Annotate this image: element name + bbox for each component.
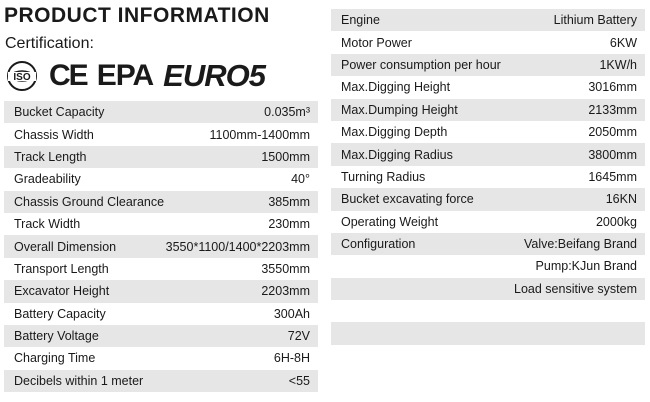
spec-label: Max.Digging Height — [341, 80, 451, 95]
table-row — [4, 370, 318, 392]
table-row — [4, 258, 318, 280]
spec-label: Battery Voltage — [14, 329, 99, 344]
spec-value: 1645mm — [588, 169, 637, 184]
spec-value: 2050mm — [588, 125, 637, 140]
table-row — [4, 347, 318, 369]
spec-label: Decibels within 1 meter — [14, 373, 144, 388]
table-row — [331, 99, 645, 121]
table-row — [331, 76, 645, 98]
table-row — [4, 235, 318, 257]
spec-label: Overall Dimension — [14, 239, 117, 254]
table-row — [331, 233, 645, 255]
spec-value: 6H-8H — [273, 351, 310, 366]
page-title: PRODUCT INFORMATION — [4, 4, 270, 27]
spec-value: 0.035m³ — [264, 105, 310, 120]
spec-label: Transport Length — [14, 261, 109, 276]
table-row — [4, 280, 318, 302]
spec-label: Bucket excavating force — [341, 192, 474, 207]
table-row — [331, 211, 645, 233]
spec-label: Motor Power — [341, 35, 412, 50]
table-row — [4, 325, 318, 347]
svg-text:ISO: ISO — [13, 72, 31, 83]
spec-value: 2000kg — [595, 214, 637, 229]
spec-label: Operating Weight — [341, 214, 439, 229]
table-row — [331, 54, 645, 76]
spec-value: 1KW/h — [599, 57, 637, 72]
spec-value: 3550mm — [261, 261, 310, 276]
table-row — [331, 278, 645, 300]
spec-value: 40° — [291, 172, 310, 187]
spec-label: Chassis Width — [14, 127, 94, 142]
spec-value: 1500mm — [261, 149, 310, 164]
spec-value: 300Ah — [273, 306, 310, 321]
table-row — [4, 191, 318, 213]
spec-label: Charging Time — [14, 351, 96, 366]
certification-logos — [5, 58, 265, 94]
spec-label: Configuration — [341, 237, 416, 252]
spec-value: 385mm — [268, 194, 310, 209]
spec-label: Turning Radius — [341, 169, 426, 184]
table-row — [331, 31, 645, 53]
spec-value: Load sensitive system — [514, 281, 637, 296]
spec-value: 230mm — [268, 217, 310, 232]
spec-value: 72V — [287, 329, 310, 344]
spec-value: 2133mm — [588, 102, 637, 117]
table-row — [331, 166, 645, 188]
table-row — [331, 121, 645, 143]
table-row — [4, 101, 318, 123]
table-row — [4, 303, 318, 325]
spec-label: Max.Digging Depth — [341, 125, 448, 140]
table-row-empty — [331, 300, 645, 322]
spec-value: 3800mm — [588, 147, 637, 162]
table-row — [4, 213, 318, 235]
iso-logo — [5, 61, 39, 91]
table-row — [4, 123, 318, 145]
table-row — [331, 143, 645, 165]
spec-label: Track Width — [14, 217, 81, 232]
table-row — [4, 168, 318, 190]
spec-value: 3016mm — [588, 80, 637, 95]
euro5-logo: EURO5 — [163, 58, 265, 93]
spec-value: Valve:Beifang Brand — [523, 237, 637, 252]
ce-logo: CE — [49, 59, 87, 92]
table-row — [4, 146, 318, 168]
right-spec-table — [331, 9, 645, 345]
certification-label: Certification: — [5, 35, 94, 52]
spec-value: Pump:KJun Brand — [535, 259, 637, 274]
spec-label: Power consumption per hour — [341, 57, 501, 72]
spec-label: Battery Capacity — [14, 306, 106, 321]
spec-label: Bucket Capacity — [14, 105, 105, 120]
spec-label: Gradeability — [14, 172, 81, 187]
spec-value: 6KW — [609, 35, 637, 50]
table-row — [331, 9, 645, 31]
spec-value: 16KN — [605, 192, 637, 207]
spec-label: Engine — [341, 13, 380, 28]
spec-value: 2203mm — [261, 284, 310, 299]
spec-value: 1100mm-1400mm — [209, 127, 310, 142]
table-row-empty — [331, 322, 645, 344]
spec-value: Lithium Battery — [553, 13, 637, 28]
table-row — [331, 188, 645, 210]
epa-logo: EPA — [96, 59, 154, 92]
left-spec-table — [4, 101, 318, 392]
spec-label: Excavator Height — [14, 284, 110, 299]
spec-value: 3550*1100/1400*2203mm — [165, 239, 310, 254]
spec-label: Max.Dumping Height — [341, 102, 458, 117]
spec-label: Chassis Ground Clearance — [14, 194, 165, 209]
table-row — [331, 255, 645, 277]
spec-value: <55 — [288, 373, 310, 388]
spec-label: Track Length — [14, 149, 87, 164]
spec-label: Max.Digging Radius — [341, 147, 453, 162]
